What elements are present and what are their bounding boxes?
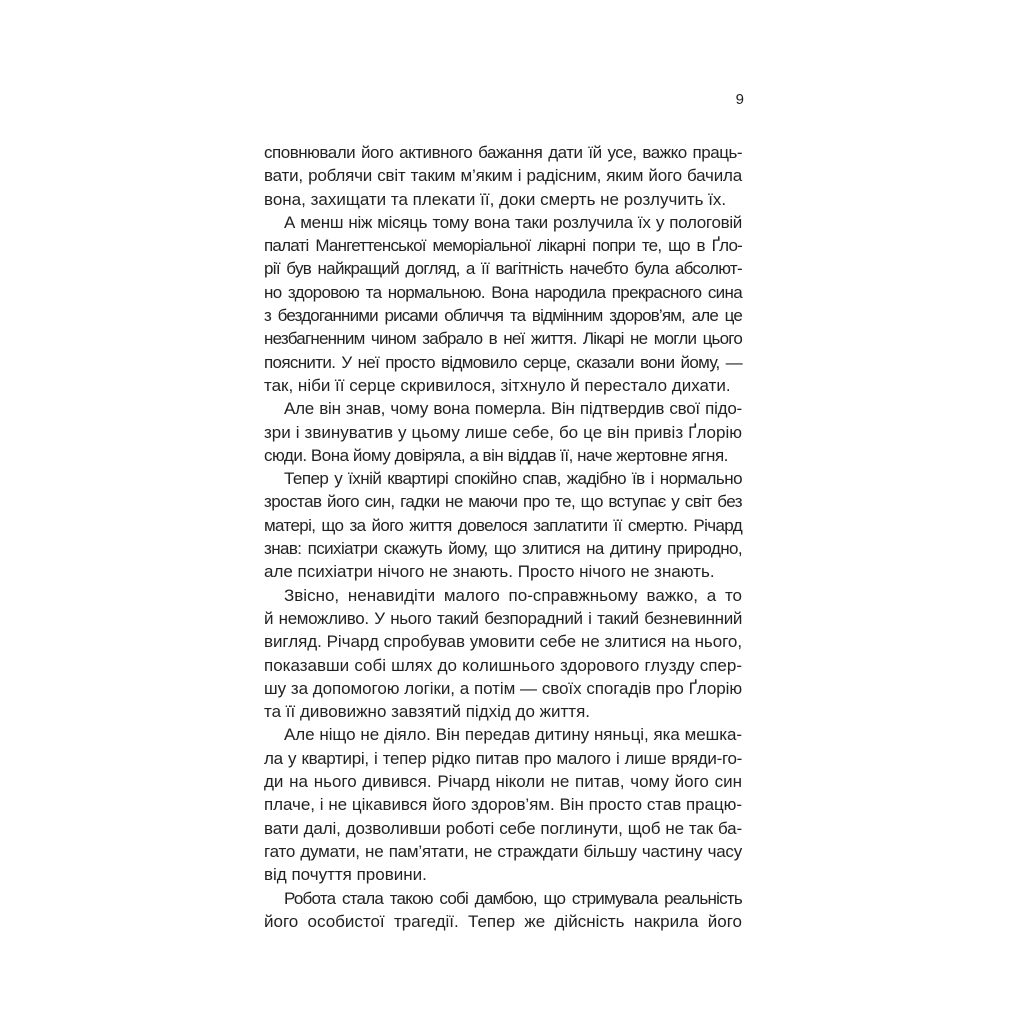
text-line: зри і звинуватив у цьому лише себе, бо це він привіз Ґлорію [264, 422, 742, 442]
text-line: плаче, і не цікавився його здоров’ям. Він просто став працю- [264, 795, 742, 815]
text-line: зростав його син, гадки не маючи про те, що вступає у світ без [264, 492, 742, 512]
text-line: Робота стала такою собі дамбою, що стримувала реальність [284, 888, 742, 908]
text-line: вати далі, дозволивши роботі себе поглинути, щоб не так ба- [264, 818, 742, 838]
text-line: палаті Мангеттенської меморіальної лікарні попри те, що в Ґло- [264, 236, 742, 256]
text-line: знав: психіатри скажуть йому, що злитися на дитину природно, [264, 539, 742, 559]
page-number: 9 [735, 91, 744, 108]
text-line: його особистої трагедії. Тепер же дійсність накрила його [264, 911, 742, 931]
text-line: ла у квартирі, і тепер рідко питав про малого і лише вряди-го- [264, 748, 742, 768]
text-line: но здоровою та нормальною. Вона народила прекрасного сина [264, 282, 742, 302]
text-line: показавши собі шлях до колишнього здорового глузду спер- [264, 655, 742, 675]
text-line: з бездоганними рисами обличчя та відмінним здоров’ям, але це [264, 306, 742, 326]
text-line: Тепер у їхній квартирі спокійно спав, жадібно їв і нормально [284, 469, 742, 489]
text-line: шу за допомогою логіки, а потім — своїх спогадів про Ґлорію [264, 678, 742, 698]
text-line: вати, роблячи світ таким м’яким і радісним, яким його бачила [264, 166, 742, 186]
text-line: Але ніщо не діяло. Він передав дитину няньці, яка мешка- [284, 725, 742, 745]
text-line: гато думати, не пам’ятати, не страждати більшу частину часу [264, 841, 742, 861]
text-line: ди на нього дивився. Річард ніколи не питав, чому його син [264, 772, 742, 792]
text-line: пояснити. У неї просто відмовило серце, сказали вони йому, — [264, 352, 742, 372]
text-line: матері, що за його життя довелося заплатити її смертю. Річард [264, 515, 742, 535]
text-line: сповнювали його активного бажання дати їй усе, важко праць- [264, 143, 742, 162]
body-text [264, 141, 742, 933]
text-line: Звісно, ненавидіти малого по-справжньому важко, а то [284, 585, 742, 605]
text-line: та її дивовижно завзятий підхід до життя. [264, 702, 590, 722]
text-line: А менш ніж місяць тому вона таки розлучила їх у пологовій [284, 212, 742, 232]
text-line: так, ніби її серце скривилося, зітхнуло й перестало дихати. [264, 375, 731, 395]
text-line: Але він знав, чому вона померла. Він підтвердив свої підо- [284, 399, 742, 419]
text-line: рії був найкращий догляд, а її вагітність начебто була абсолют- [264, 259, 742, 279]
text-line: незбагненним чином забрало в неї життя. Лікарі не могли цього [264, 329, 742, 349]
text-line: сюди. Вона йому довіряла, а він віддав її, наче жертовне ягня. [264, 445, 728, 465]
text-line: від почуття провини. [264, 865, 427, 885]
text-line: але психіатри нічого не знають. Просто нічого не знають. [264, 562, 715, 582]
text-line: вигляд. Річард спробував умовити себе не злитися на нього, [264, 632, 742, 652]
text-line: й неможливо. У нього такий безпорадний і такий безневинний [264, 608, 742, 628]
text-line: вона, захищати та плекати її, доки смерть не розлучить їх. [264, 189, 727, 209]
